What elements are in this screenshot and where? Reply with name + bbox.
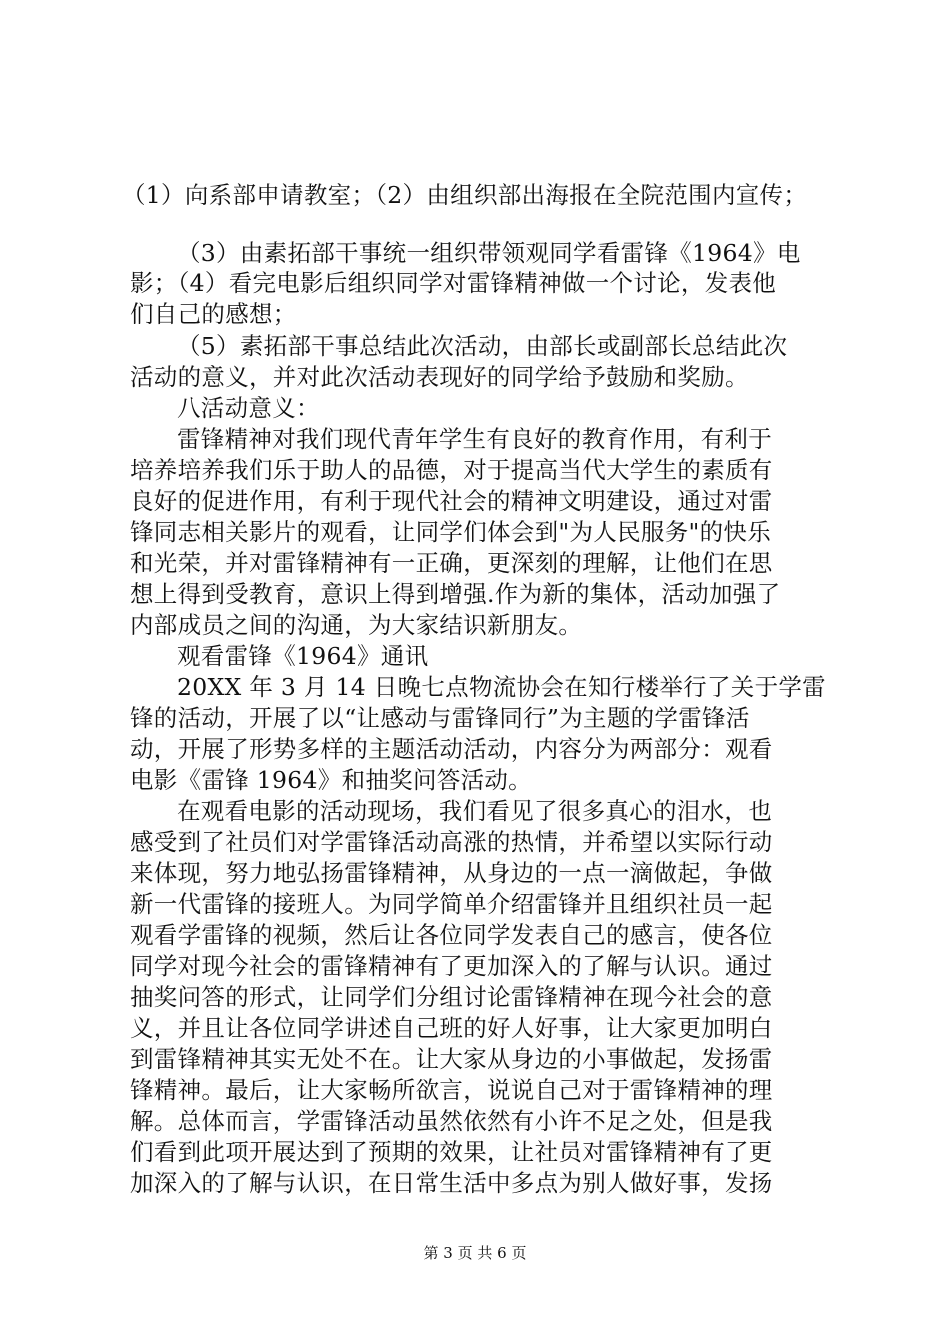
text-line-30: 解。总体而言，学雷锋活动虽然依然有小许不足之处，但是我 xyxy=(130,1107,773,1135)
text-line-11: 锋同志相关影片的观看，让同学们体会到"为人民服务"的快乐 xyxy=(130,518,772,546)
text-line-5: （5）素拓部干事总结此次活动，由部长或副部长总结此次 xyxy=(177,332,788,360)
text-line-2: （3）由素拓部干事统一组织带领观同学看雷锋《1964》电 xyxy=(177,239,801,267)
text-line-32: 加深入的了解与认识，在日常生活中多点为别人做好事，发扬 xyxy=(130,1169,773,1197)
text-line-16: 20XX 年 3 月 14 日晚七点物流协会在知行楼举行了关于学雷 xyxy=(177,673,826,701)
text-line-1: （1）向系部申请教室；（2）由组织部出海报在全院范围内宣传； xyxy=(122,181,808,209)
text-line-26: 抽奖问答的形式，让同学们分组讨论雷锋精神在现今社会的意 xyxy=(130,983,773,1011)
text-line-29: 锋精神。最后，让大家畅所欲言，说说自己对于雷锋精神的理 xyxy=(130,1076,773,1104)
text-line-14: 内部成员之间的沟通，为大家结识新朋友。 xyxy=(130,611,583,639)
text-line-31: 们看到此项开展达到了预期的效果，让社员对雷锋精神有了更 xyxy=(130,1138,773,1166)
text-line-10: 良好的促进作用，有利于现代社会的精神文明建设，通过对雷 xyxy=(130,487,773,515)
text-line-6: 活动的意义，并对此次活动表现好的同学给予鼓励和奖励。 xyxy=(130,363,749,391)
text-line-12: 和光荣，并对雷锋精神有一正确，更深刻的理解，让他们在思 xyxy=(130,549,773,577)
text-line-21: 感受到了社员们对学雷锋活动高涨的热情，并希望以实际行动 xyxy=(130,828,773,856)
text-line-27: 义，并且让各位同学讲述自己班的好人好事，让大家更加明白 xyxy=(130,1014,773,1042)
text-line-20: 在观看电影的活动现场，我们看见了很多真心的泪水，也 xyxy=(177,797,772,825)
text-line-3: 影；（4）看完电影后组织同学对雷锋精神做一个讨论，发表他 xyxy=(130,269,777,297)
text-line-19: 电影《雷锋 1964》和抽奖问答活动。 xyxy=(130,766,532,794)
report-title: 观看雷锋《1964》通讯 xyxy=(177,642,429,670)
text-line-9: 培养培养我们乐于助人的品德，对于提高当代大学生的素质有 xyxy=(130,456,773,484)
text-line-28: 到雷锋精神其实无处不在。让大家从身边的小事做起，发扬雷 xyxy=(130,1045,773,1073)
text-line-18: 动，开展了形势多样的主题活动活动，内容分为两部分：观看 xyxy=(130,735,773,763)
text-line-25: 同学对现今社会的雷锋精神有了更加深入的了解与认识。通过 xyxy=(130,952,773,980)
text-line-22: 来体现，努力地弘扬雷锋精神，从身边的一点一滴做起，争做 xyxy=(130,859,773,887)
text-line-24: 观看学雷锋的视频，然后让各位同学发表自己的感言，使各位 xyxy=(130,921,773,949)
text-line-8: 雷锋精神对我们现代青年学生有良好的教育作用，有利于 xyxy=(177,425,772,453)
page-number-footer: 第 3 页 共 6 页 xyxy=(423,1244,527,1262)
text-line-4: 们自己的感想； xyxy=(130,300,297,328)
text-line-17: 锋的活动，开展了以“让感动与雷锋同行”为主题的学雷锋活 xyxy=(130,704,750,732)
section-heading: 八活动意义： xyxy=(177,394,320,422)
text-line-13: 想上得到受教育，意识上得到增强.作为新的集体，活动加强了 xyxy=(130,580,781,608)
text-line-23: 新一代雷锋的接班人。为同学简单介绍雷锋并且组织社员一起 xyxy=(130,890,773,918)
